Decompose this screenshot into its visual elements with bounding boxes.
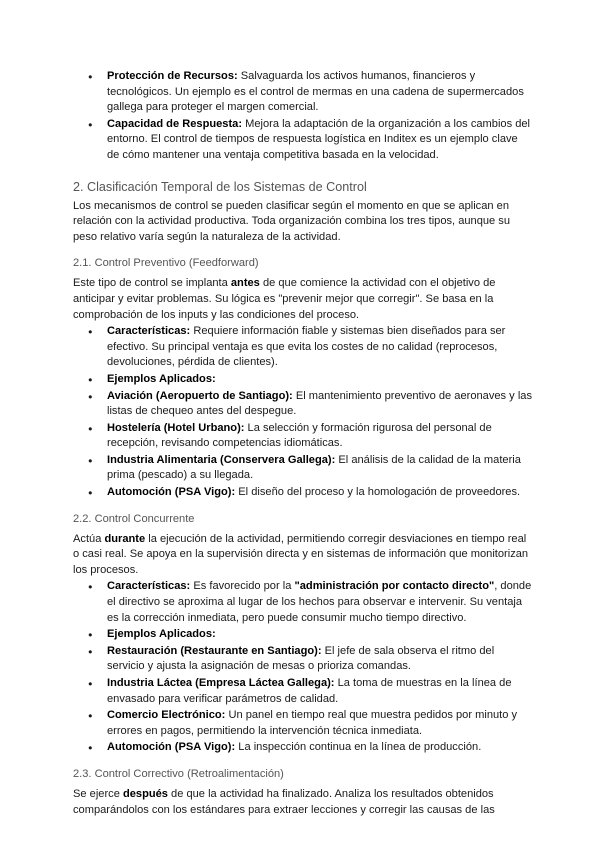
list-item [73, 117, 533, 164]
section-heading: 2. Clasificación Temporal de los Sistemas de Control [73, 179, 367, 194]
subsection-intro [73, 787, 533, 818]
intro-text: Este tipo de control se implanta [73, 277, 231, 290]
preventive-list [73, 324, 533, 501]
subsection-heading-corrective: 2.3. Control Correctivo (Retroalimentación) [73, 767, 284, 780]
item-text: El jefe de sala observa el ritmo del servicio y ajusta la asignación de mesas o prioriza comandas. [107, 644, 495, 673]
item-label: Industria Láctea (Empresa Láctea Gallega): [107, 677, 335, 689]
concurrent-list [73, 579, 533, 756]
item-text: La toma de muestras en la línea de envasado para verificar parámetros de calidad. [107, 677, 512, 705]
item-label: Automoción (PSA Vigo): [107, 741, 236, 754]
list-item [73, 740, 533, 756]
item-label: Comercio Electrónico: [107, 709, 226, 722]
intro-text: la ejecución de la actividad, permitiendo corregir desviaciones en tiempo real o casi real. Se apoya en la supervisión directa y en sistemas de información que monitorizan los procesos. [73, 532, 529, 576]
item-text: El mantenimiento preventivo de aeronaves y las listas de chequeo antes del despegue. [107, 389, 532, 418]
item-label: Aviación (Aeropuerto de Santiago): [107, 389, 293, 402]
list-item [73, 644, 533, 675]
list-item [73, 324, 533, 371]
intro-emphasis: antes [230, 277, 260, 290]
item-emphasis: "administración por contacto directo" [294, 580, 495, 593]
item-text: Salvaguarda los activos humanos, financieros y tecnológicos. Un ejemplo es el control de mermas en una cadena de supermercados gallega para proteger el margen comercial. [107, 70, 524, 114]
item-text: , donde el directivo se aproxima al lugar de los hechos para observar e intervenir. Su ventaja es la corrección inmediata, pero puede consumir mucho tiempo directivo. [107, 580, 532, 624]
item-text: Requiere información fiable y sistemas bien diseñados para ser efectivo. Su principal ventaja es que evita los costes de no calidad (reprocesos, devoluciones, pérdida de clientes). [107, 325, 506, 369]
list-item [73, 421, 533, 452]
list-item [73, 485, 533, 501]
subsection-heading-preventive: 2.1. Control Preventivo (Feedforward) [73, 257, 259, 270]
item-label: Ejemplos Aplicados: [107, 372, 216, 385]
list-item [73, 69, 533, 116]
item-label: Protección de Recursos: [107, 70, 238, 82]
list-item [73, 708, 533, 739]
item-text: El diseño del proceso y la homologación de proveedores. [235, 486, 521, 499]
intro-text: de que la actividad ha finalizado. Analiza los resultados obtenidos comparándolos con los estándares para extraer lecciones y corregir las causas de las [73, 787, 495, 816]
item-text: Un panel en tiempo real que muestra pedidos por minuto y errores en pagos, permitiendo la intervención técnica inmediata. [107, 709, 518, 737]
subsection-intro [73, 532, 533, 579]
item-label: Características: [107, 580, 191, 593]
intro-emphasis: después [122, 787, 168, 800]
item-text: La selección y formación rigurosa del personal de recepción, revisando competencias idiomáticas. [107, 421, 492, 450]
top-bullet-list [73, 69, 533, 164]
list-item [73, 579, 533, 626]
page-content [73, 69, 533, 819]
list-item [73, 372, 533, 388]
subsection-intro [73, 276, 533, 323]
intro-text: Actúa [73, 532, 105, 545]
intro-text: Se ejerce [73, 787, 123, 800]
intro-text: de que comience la actividad con el objetivo de anticipar y evitar problemas. Su lógica es "prevenir mejor que corregir". Se basa en la comprobación de los inputs y las condiciones del proceso. [73, 277, 496, 321]
item-text: La inspección continua en la línea de producción. [235, 741, 482, 754]
subsection-heading-concurrent: 2.2. Control Concurrente [73, 512, 195, 525]
item-label: Restauración (Restaurante en Santiago): [107, 644, 322, 657]
list-item [73, 627, 533, 643]
item-label: Capacidad de Respuesta: [107, 117, 243, 130]
intro-emphasis: durante [104, 532, 146, 545]
item-label: Ejemplos Aplicados: [107, 628, 216, 641]
section-intro: Los mecanismos de control se pueden clasificar según el momento en que se aplican en relación con la actividad productiva. Toda organización combina los tres tipos, aunque su peso relativo varía según la naturaleza de la actividad. [73, 199, 511, 243]
item-text: El análisis de la calidad de la materia prima (pescado) a su llegada. [107, 453, 521, 482]
item-label: Automoción (PSA Vigo): [107, 486, 236, 499]
list-item [73, 453, 533, 484]
item-label: Hostelería (Hotel Urbano): [107, 421, 245, 434]
item-text: Es favorecido por la [190, 580, 295, 593]
item-label: Características: [107, 325, 191, 338]
list-item [73, 676, 533, 707]
list-item [73, 389, 533, 420]
item-text: Mejora la adaptación de la organización a los cambios del entorno. El control de tiempos de respuesta logística en Inditex es un ejemplo clave de cómo mantener una ventaja competitiva basada en la velocidad. [107, 117, 531, 161]
item-label: Industria Alimentaria (Conservera Gallega): [107, 453, 336, 466]
